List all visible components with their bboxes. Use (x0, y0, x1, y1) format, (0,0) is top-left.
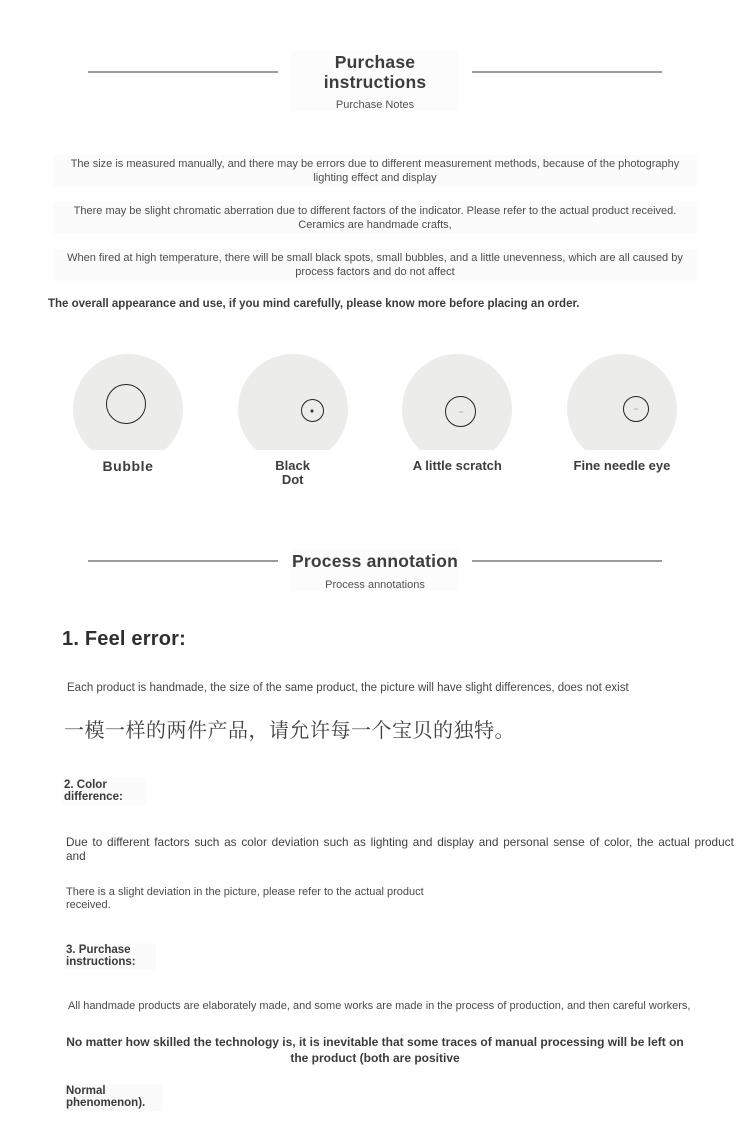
defect-examples-row (63, 354, 687, 487)
intro-paragraph-firing: When fired at high temperature, there will be small black spots, small bubbles, and a little unevenness, which are all caused by process factors and do not affect (53, 249, 697, 281)
color-difference-paragraph-2: There is a slight deviation in the picture, please refer to the actual product received. (66, 885, 424, 911)
defect-label: Black Dot (275, 458, 310, 488)
scratch-mark-icon (458, 411, 463, 413)
defect-example-black-dot (228, 354, 358, 487)
color-difference-paragraph-1: Due to different factors such as color deviation such as lighting and display and personal sense of color, the actual product and (66, 834, 734, 863)
black-dot-icon (311, 409, 314, 412)
header-divider-left (88, 560, 278, 562)
item-heading-color-difference: 2. Color difference: (62, 778, 146, 805)
feel-error-chinese-line: 一模一样的两件产品，请允许每一个宝贝的独特。 (64, 719, 515, 742)
header-divider-left (88, 71, 278, 73)
intro-lead-line: The overall appearance and use, if you mind carefully, please know more before placing an order. (48, 298, 580, 311)
header-divider-right (472, 71, 662, 73)
defect-example-needle-eye (557, 354, 687, 487)
defect-photo-scratch (402, 354, 512, 450)
purchase-instructions-header (0, 50, 750, 111)
intro-paragraph-size: The size is measured manually, and there may be errors due to different measurement methods, because of the photography lighting effect and display (53, 155, 697, 187)
defect-example-bubble (63, 354, 193, 487)
header-title-block (291, 549, 459, 591)
intro-paragraph-chromatic: There may be slight chromatic aberration due to different factors of the indicator. Please refer to the actual product received. Ceramics are handmade crafts, (53, 202, 697, 234)
defect-example-scratch (392, 354, 522, 487)
section-title: Purchase instructions (323, 52, 427, 92)
purchase-instructions-paragraph-3: Normal phenomenon). (64, 1084, 163, 1111)
annotation-circle-icon (623, 396, 649, 422)
item-heading-feel-error: 1. Feel error: (62, 627, 186, 650)
process-annotation-header (0, 549, 750, 591)
header-title-block (291, 50, 459, 111)
purchase-instructions-paragraph-2: No matter how skilled the technology is, it is inevitable that some traces of manual processing will be left on the product (both are positive (66, 1034, 684, 1065)
intro-paragraphs (0, 155, 750, 281)
needle-eye-mark-icon (633, 408, 638, 410)
defect-photo-needle-eye (567, 354, 677, 450)
ceramic-blob (238, 354, 348, 450)
defect-label: A little scratch (412, 458, 502, 474)
header-divider-right (472, 560, 662, 562)
item-heading-purchase-instructions: 3. Purchase instructions: (64, 943, 156, 970)
feel-error-paragraph: Each product is handmade, the size of the same product, the picture will have slight differences, does not exist (67, 681, 629, 694)
defect-label: Fine needle eye (573, 458, 671, 474)
annotation-circle-icon (106, 384, 146, 424)
purchase-instructions-paragraph-1: All handmade products are elaborately made, and some works are made in the process of production, and then careful workers, (68, 999, 691, 1012)
section-title: Process annotation (292, 551, 458, 572)
annotation-circle-icon (301, 399, 324, 422)
ceramic-blob (567, 354, 677, 450)
defect-photo-bubble (73, 354, 183, 450)
section-subtitle: Process annotations (325, 578, 425, 591)
defect-photo-black-dot (238, 354, 348, 450)
defect-label: Bubble (102, 458, 154, 475)
section-subtitle: Purchase Notes (335, 99, 415, 112)
